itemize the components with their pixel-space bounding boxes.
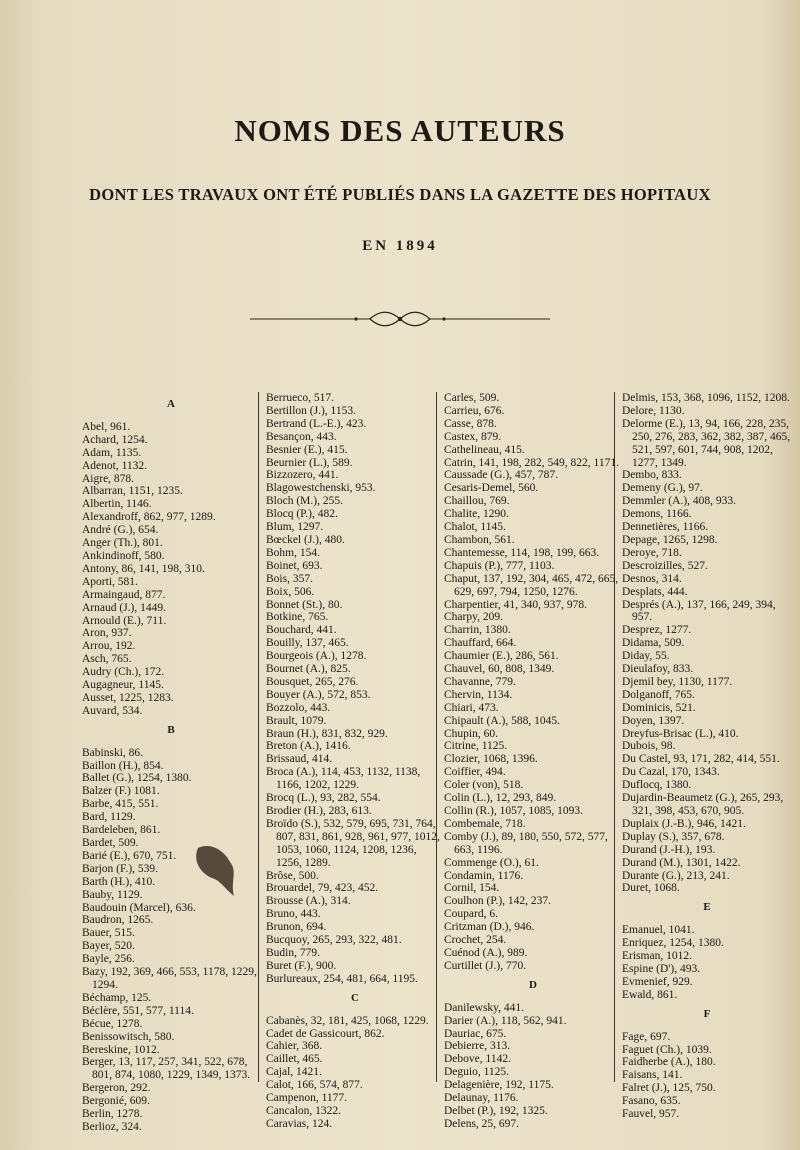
author-entry: Chambon, 561. xyxy=(444,533,515,546)
author-entry: Cadet de Gassicourt, 862. xyxy=(266,1027,385,1040)
author-entry: Casse, 878. xyxy=(444,417,497,430)
author-entry: Boinet, 693. xyxy=(266,559,323,572)
author-entry: Bloch (M.), 255. xyxy=(266,495,343,508)
author-entry: Brissaud, 414. xyxy=(266,753,333,766)
author-entry: Caravias, 124. xyxy=(266,1117,333,1130)
author-entry: Bousquet, 265, 276. xyxy=(266,675,359,688)
author-entry: Adam, 1135. xyxy=(82,446,142,459)
ornament-divider xyxy=(240,306,560,332)
author-entry: Bournet (A.), 825. xyxy=(266,663,351,676)
author-entry: Bohm, 154. xyxy=(266,546,320,559)
section-letter: D xyxy=(529,978,537,991)
author-entry: Chalite, 1290. xyxy=(444,508,509,521)
author-entry: Berlin, 1278. xyxy=(82,1108,143,1121)
author-entry: Babinski, 86. xyxy=(82,746,144,759)
author-entry: Erisman, 1012. xyxy=(622,950,692,963)
ink-stain xyxy=(190,840,240,900)
author-entry: Buret (F.), 900. xyxy=(266,959,337,972)
author-entry: Baudron, 1265. xyxy=(82,914,154,927)
author-entry: Bertrand (L.-E.), 423. xyxy=(266,417,367,430)
author-entry: Bouyer (A.), 572, 853. xyxy=(266,688,371,701)
author-entry: Dauriac, 675. xyxy=(444,1027,507,1040)
author-entry: Ewald, 861. xyxy=(622,988,678,1001)
author-entry: Béclère, 551, 577, 1114. xyxy=(82,1004,194,1017)
author-entry: Enriquez, 1254, 1380. xyxy=(622,937,724,950)
author-entry: Duret, 1068. xyxy=(622,882,680,895)
author-entry: Baudouin (Marcel), 636. xyxy=(82,901,196,914)
author-entry: Durand (M.), 1301, 1422. xyxy=(622,856,741,869)
author-entry: Bardet, 509. xyxy=(82,837,139,849)
author-entry: Doyen, 1397. xyxy=(622,714,685,727)
page-title: NOMS DES AUTEURS xyxy=(234,113,566,148)
author-column-1 xyxy=(82,392,260,1134)
author-entry: Delbet (P.), 192, 1325. xyxy=(444,1104,548,1117)
author-entry: Comby (J.), 89, 180, 550, 572, 577, 663, 1196. xyxy=(444,830,608,856)
section-letter: F xyxy=(703,1007,711,1020)
author-entry: Besançon, 443. xyxy=(266,430,337,443)
author-entry: Curtillet (J.), 770. xyxy=(444,959,527,972)
author-entry: Arrou, 192. xyxy=(82,640,136,653)
author-entry: Didama, 509. xyxy=(622,637,685,650)
author-entry: Baillon (H.), 854. xyxy=(82,759,164,772)
author-column-3 xyxy=(444,392,622,1131)
author-entry: Braun (H.), 831, 832, 929. xyxy=(266,727,388,740)
author-entry: Aron, 937. xyxy=(82,627,132,640)
author-entry: Durand (J.-H.), 193. xyxy=(622,843,716,856)
author-entry: Fauvel, 957. xyxy=(622,1108,680,1121)
author-entry: Blagowestchenski, 953. xyxy=(266,482,376,495)
author-entry: Chavanne, 779. xyxy=(444,675,516,688)
author-entry: Ballet (G.), 1254, 1380. xyxy=(82,772,192,785)
author-entry: Darier (A.), 118, 562, 941. xyxy=(444,1014,567,1027)
author-entry: Coupard, 6. xyxy=(444,908,498,921)
author-entry: Bizzozero, 441. xyxy=(266,469,339,482)
author-entry: Delaunay, 1176. xyxy=(444,1092,519,1105)
author-entry: Depage, 1265, 1298. xyxy=(622,533,718,546)
author-entry: Durante (G.), 213, 241. xyxy=(622,869,730,882)
author-entry: Chervin, 1134. xyxy=(444,688,513,701)
author-entry: Cancalon, 1322. xyxy=(266,1104,342,1117)
author-entry: Bergeron, 292. xyxy=(82,1082,151,1095)
author-entry: Citrine, 1125. xyxy=(444,740,508,753)
author-entry: Beurnier (L.), 589. xyxy=(266,456,353,469)
author-entry: Budin, 779. xyxy=(266,946,320,959)
author-entry: Coiffier, 494. xyxy=(444,766,506,779)
author-entry: Debierre, 313. xyxy=(444,1040,511,1053)
author-entry: Brault, 1079. xyxy=(266,714,327,727)
author-entry: Chupin, 60. xyxy=(444,727,498,740)
author-entry: Dolganoff, 765. xyxy=(622,688,695,701)
author-entry: Després (A.), 137, 166, 249, 394, 957. xyxy=(622,598,776,624)
author-entry: Bauer, 515. xyxy=(82,927,135,940)
author-entry: Delagenière, 192, 1175. xyxy=(444,1079,554,1092)
author-entry: André (G.), 654. xyxy=(82,524,159,537)
author-entry: Commenge (O.), 61. xyxy=(444,856,539,869)
author-entry: Aigre, 878. xyxy=(82,472,135,485)
author-entry: Dujardin-Beaumetz (G.), 265, 293, 321, 398, 453, 670, 905. xyxy=(622,792,784,817)
author-entry: Diday, 55. xyxy=(622,650,670,663)
author-entry: Dubois, 98. xyxy=(622,740,676,753)
author-entry: Espine (D'), 493. xyxy=(622,962,701,975)
author-entry: Caussade (G.), 457, 787. xyxy=(444,469,559,482)
author-entry: Albarran, 1151, 1235. xyxy=(82,485,183,498)
author-entry: Castex, 879. xyxy=(444,430,502,443)
author-entry: Chauvel, 60, 808, 1349. xyxy=(444,663,555,676)
author-entry: Chaumier (E.), 286, 561. xyxy=(444,650,559,663)
author-entry: Boix, 506. xyxy=(266,585,315,598)
author-entry: Cathelineau, 415. xyxy=(444,443,525,456)
author-entry: Blum, 1297. xyxy=(266,521,324,534)
author-entry: Ankindinoff, 580. xyxy=(82,549,165,562)
author-entry: Arnould (E.), 711. xyxy=(82,614,167,627)
author-entry: Chauffard, 664. xyxy=(444,637,517,650)
author-entry: Benissowitsch, 580. xyxy=(82,1030,175,1043)
author-entry: Descroizilles, 527. xyxy=(622,559,708,572)
author-entry: Charpy, 209. xyxy=(444,611,503,624)
author-entry: Dreyfus-Brisac (L.), 410. xyxy=(622,727,739,740)
author-entry: Bereskine, 1012. xyxy=(82,1043,160,1056)
author-entry: Emanuel, 1041. xyxy=(622,924,695,937)
author-entry: Critzman (D.), 946. xyxy=(444,921,535,934)
author-entry: Aporti, 581. xyxy=(82,575,138,588)
author-entry: Bazy, 192, 369, 466, 553, 1178, 1229, 1294. xyxy=(82,966,257,991)
section-letter: E xyxy=(703,901,711,914)
author-entry: Bardeleben, 861. xyxy=(82,824,161,837)
author-entry: Charrin, 1380. xyxy=(444,624,511,637)
author-entry: Desplats, 444. xyxy=(622,585,688,598)
author-entry: Audry (Ch.), 172. xyxy=(82,666,165,679)
author-entry: Duflocq, 1380. xyxy=(622,779,692,792)
author-entry: Brocq (L.), 93, 282, 554. xyxy=(266,792,381,805)
author-entry: Deguio, 1125. xyxy=(444,1066,510,1079)
author-entry: Botkine, 765. xyxy=(266,611,329,624)
author-entry: Campenon, 1177. xyxy=(266,1092,348,1105)
author-entry: Cahier, 368. xyxy=(266,1040,323,1053)
author-entry: Cabanès, 32, 181, 425, 1068, 1229. xyxy=(266,1014,429,1027)
author-entry: Carrieu, 676. xyxy=(444,404,505,417)
author-column-2 xyxy=(266,392,444,1131)
author-entry: Cesaris-Demel, 560. xyxy=(444,482,539,495)
author-entry: Desprez, 1277. xyxy=(622,624,692,637)
author-entry: Ausset, 1225, 1283. xyxy=(82,691,174,704)
author-entry: Berrueco, 517. xyxy=(266,392,335,404)
author-entry: Albertin, 1146. xyxy=(82,498,152,511)
author-entry: Condamin, 1176. xyxy=(444,869,524,882)
author-entry: Chiari, 473. xyxy=(444,701,499,714)
author-entry: Catrin, 141, 198, 282, 549, 822, 1171. xyxy=(444,456,619,469)
author-entry: Bergonié, 609. xyxy=(82,1095,150,1108)
author-entry: Clozier, 1068, 1396. xyxy=(444,753,538,766)
author-entry: Deroye, 718. xyxy=(622,546,682,559)
author-entry: Bourgeois (A.), 1278. xyxy=(266,650,367,663)
section-letter: B xyxy=(167,723,175,736)
author-entry: Barié (E.), 670, 751. xyxy=(82,849,177,862)
author-entry: Delens, 25, 697. xyxy=(444,1117,520,1130)
author-entry: Broïdo (S.), 532, 579, 695, 731, 764, 807, 831, 861, 928, 961, 977, 1012, 1053, 1060, 1124, 1208, 1236, 1256, 1289. xyxy=(266,817,440,869)
author-entry: Achard, 1254. xyxy=(82,433,148,446)
author-entry: Bauby, 1129. xyxy=(82,888,143,901)
author-entry: Charpentier, 41, 340, 937, 978. xyxy=(444,598,587,611)
author-entry: Anger (Th.), 801. xyxy=(82,537,163,550)
author-entry: Fasano, 635. xyxy=(622,1095,681,1108)
author-entry: Dominicis, 521. xyxy=(622,701,696,714)
author-entry: Djemil bey, 1130, 1177. xyxy=(622,675,733,688)
author-entry: Barth (H.), 410. xyxy=(82,875,156,888)
author-entry: Abel, 961. xyxy=(82,420,131,433)
publication-year: EN 1894 xyxy=(362,238,438,254)
author-entry: Carles, 509. xyxy=(444,392,500,404)
author-entry: Chaput, 137, 192, 304, 465, 472, 665, 629, 697, 794, 1250, 1276. xyxy=(444,572,619,598)
author-entry: Brunon, 694. xyxy=(266,921,327,934)
author-entry: Barbe, 415, 551. xyxy=(82,798,159,811)
section-letter: A xyxy=(167,398,175,410)
author-entry: Alexandroff, 862, 977, 1289. xyxy=(82,511,216,524)
author-entry: Faidherbe (A.), 180. xyxy=(622,1056,716,1069)
author-entry: Duplay (S.), 357, 678. xyxy=(622,830,725,843)
author-entry: Brôse, 500. xyxy=(266,869,319,882)
author-entry: Demmler (A.), 408, 933. xyxy=(622,495,737,508)
author-entry: Falret (J.), 125, 750. xyxy=(622,1082,716,1095)
author-entry: Faisans, 141. xyxy=(622,1069,683,1082)
author-entry: Calot, 166, 574, 877. xyxy=(266,1079,363,1092)
author-entry: Cajal, 1421. xyxy=(266,1066,322,1079)
author-entry: Debove, 1142. xyxy=(444,1053,511,1066)
author-entry: Bonnet (St.), 80. xyxy=(266,598,343,611)
author-entry: Barjon (F.), 539. xyxy=(82,862,159,875)
author-entry: Chalot, 1145. xyxy=(444,521,506,534)
page-subtitle: DONT LES TRAVAUX ONT ÉTÉ PUBLIÉS DANS LA GAZETTE DES HOPITAUX xyxy=(89,185,711,204)
author-entry: Faguet (Ch.), 1039. xyxy=(622,1043,712,1056)
author-entry: Berlioz, 324. xyxy=(82,1120,142,1133)
author-entry: Blocq (P.), 482. xyxy=(266,508,338,521)
author-entry: Du Castel, 93, 171, 282, 414, 551. xyxy=(622,753,780,766)
author-entry: Dennetières, 1166. xyxy=(622,521,709,534)
author-entry: Delore, 1130. xyxy=(622,404,685,417)
author-entry: Augagneur, 1145. xyxy=(82,679,164,692)
author-entry: Balzer (F.) 1081. xyxy=(82,785,160,798)
author-entry: Evmenief, 929. xyxy=(622,975,693,988)
author-entry: Bozzolo, 443. xyxy=(266,701,331,714)
author-entry: Cuénod (A.), 989. xyxy=(444,946,528,959)
author-entry: Du Cazal, 170, 1343. xyxy=(622,766,720,779)
author-entry: Broca (A.), 114, 453, 1132, 1138, 1166, 1202, 1229. xyxy=(266,766,421,792)
author-entry: Burlureaux, 254, 481, 664, 1195. xyxy=(266,972,418,985)
author-entry: Bard, 1129. xyxy=(82,811,136,824)
author-entry: Chipault (A.), 588, 1045. xyxy=(444,714,560,727)
author-entry: Cornil, 154. xyxy=(444,882,500,895)
author-entry: Breton (A.), 1416. xyxy=(266,740,351,753)
author-entry: Delmis, 153, 368, 1096, 1152, 1208. xyxy=(622,392,790,404)
author-entry: Bœckel (J.), 480. xyxy=(266,533,345,546)
author-entry: Coulhon (P.), 142, 237. xyxy=(444,895,552,908)
author-entry: Crochet, 254. xyxy=(444,934,507,947)
author-entry: Bertillon (J.), 1153. xyxy=(266,404,356,417)
author-entry: Colin (L.), 12, 293, 849. xyxy=(444,792,557,805)
author-entry: Dieulafoy, 833. xyxy=(622,663,694,676)
author-entry: Bucquoy, 265, 293, 322, 481. xyxy=(266,934,402,947)
author-entry: Armaingaud, 877. xyxy=(82,588,166,601)
author-entry: Besnier (E.), 415. xyxy=(266,443,348,456)
author-entry: Arnaud (J.), 1449. xyxy=(82,601,166,614)
author-entry: Brousse (A.), 314. xyxy=(266,895,351,908)
author-entry: Auvard, 534. xyxy=(82,704,143,717)
author-entry: Berger, 13, 117, 257, 341, 522, 678, 801, 874, 1080, 1229, 1349, 1373. xyxy=(82,1056,251,1082)
author-entry: Bruno, 443. xyxy=(266,908,321,921)
author-entry: Béchamp, 125. xyxy=(82,991,152,1004)
author-entry: Chapuis (P.), 777, 1103. xyxy=(444,559,555,572)
author-column-4 xyxy=(622,392,792,1121)
author-entry: Delorme (E.), 13, 94, 166, 228, 235, 250, 276, 283, 362, 382, 387, 465, 521, 597, 601, 744, 908, 1202, 1277, 1349. xyxy=(622,417,791,469)
author-entry: Coler (von), 518. xyxy=(444,779,524,792)
author-entry: Demons, 1166. xyxy=(622,508,692,521)
section-letter: C xyxy=(351,991,359,1004)
author-entry: Collin (R.), 1057, 1085, 1093. xyxy=(444,805,583,817)
author-entry: Bécue, 1278. xyxy=(82,1017,143,1030)
author-entry: Brouardel, 79, 423, 452. xyxy=(266,882,379,895)
author-entry: Chaillou, 769. xyxy=(444,495,510,508)
author-entry: Bouilly, 137, 465. xyxy=(266,637,349,650)
author-entry: Asch, 765. xyxy=(82,653,132,666)
author-entry: Danilewsky, 441. xyxy=(444,1001,525,1014)
author-entry: Chantemesse, 114, 198, 199, 663. xyxy=(444,546,600,559)
author-entry: Desnos, 314. xyxy=(622,572,682,585)
author-entry: Adenot, 1132. xyxy=(82,459,148,472)
author-entry: Bayle, 256. xyxy=(82,953,135,966)
author-entry: Bayer, 520. xyxy=(82,940,135,953)
author-entry: Brodier (H.), 283, 613. xyxy=(266,805,372,817)
author-entry: Fage, 697. xyxy=(622,1030,671,1043)
author-entry: Duplaix (J.-B.), 946, 1421. xyxy=(622,817,746,830)
author-entry: Antony, 86, 141, 198, 310. xyxy=(82,562,205,575)
author-entry: Dembo, 833. xyxy=(622,469,682,482)
author-entry: Demeny (G.), 97. xyxy=(622,482,703,495)
author-entry: Bouchard, 441. xyxy=(266,624,337,637)
author-entry: Bois, 357. xyxy=(266,572,313,585)
author-entry: Caillet, 465. xyxy=(266,1053,323,1066)
author-entry: Combemale, 718. xyxy=(444,817,526,830)
